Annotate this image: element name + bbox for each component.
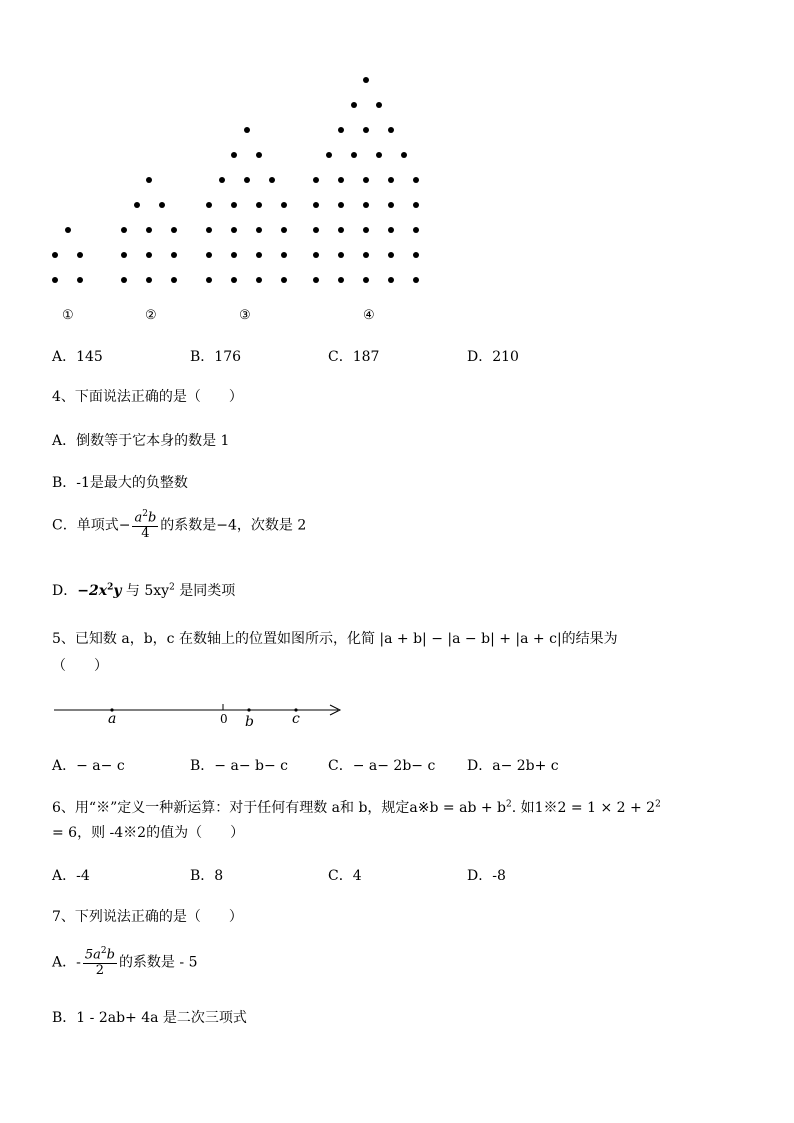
q7-a-prefix: A．- [52, 954, 81, 971]
pattern-dot [146, 252, 152, 258]
pattern-dot [146, 277, 152, 283]
q4-d-term1-sup: 2 [107, 582, 114, 593]
point-b [247, 708, 250, 711]
q4-option-d [52, 580, 235, 600]
pattern-dot [376, 102, 382, 108]
pattern-dot [388, 202, 394, 208]
q6-stem-line1 [52, 797, 661, 817]
q5-stem-line2: （ ） [52, 658, 108, 674]
pattern-dot [313, 252, 319, 258]
q5-choice-b: B．− a− b− c [190, 758, 288, 774]
q4-c-prefix: C．单项式 [52, 517, 119, 534]
q6-choice-d: D．-8 [467, 868, 506, 884]
pattern-dot [231, 152, 237, 158]
q7-a-fraction [83, 947, 117, 978]
pattern-dot [256, 277, 262, 283]
pattern-dot [363, 227, 369, 233]
label-a: a [108, 711, 117, 727]
pattern-dot [363, 252, 369, 258]
pattern-dot [413, 227, 419, 233]
pattern-dot [244, 127, 250, 133]
q4-c-den: 4 [141, 525, 150, 541]
q7-a-den: 2 [95, 962, 105, 978]
pattern-dot [281, 252, 287, 258]
pattern-dot [269, 177, 275, 183]
pattern-dot [256, 202, 262, 208]
label-b: b [245, 714, 254, 730]
label-zero: 0 [220, 712, 228, 726]
pattern-dot [146, 227, 152, 233]
pattern-dot [281, 277, 287, 283]
q4-d-prefix: D． [52, 583, 78, 599]
pattern-dot [388, 127, 394, 133]
pattern-dot [206, 277, 212, 283]
pattern-dot [121, 277, 127, 283]
pattern-dot [413, 202, 419, 208]
pattern-dot [231, 202, 237, 208]
pattern-dot [401, 152, 407, 158]
q6-choice-c: C．4 [328, 868, 362, 884]
pattern-dot [338, 277, 344, 283]
q5-stem-line1: 5、已知数 a，b，c 在数轴上的位置如图所示，化简 |a + b| − |a − b| + |a + c|的结果为 [52, 631, 618, 647]
pattern-dot [388, 177, 394, 183]
pattern-dot [376, 152, 382, 158]
q6-stem-line2: = 6，则 -4※2的值为（ ） [52, 825, 245, 841]
pattern-dot [313, 227, 319, 233]
pattern-dot [256, 152, 262, 158]
pattern-dot [363, 277, 369, 283]
q7-a-num-b: b [106, 947, 115, 963]
figure-label-2: ② [145, 308, 157, 323]
q7-option-a [52, 947, 197, 978]
pattern-dot [388, 252, 394, 258]
pattern-dot [206, 202, 212, 208]
q6-stem-part1: 6、用“※”定义一种新运算：对于任何有理数 a和 b，规定a※b = ab + b [52, 800, 507, 816]
label-c: c [292, 711, 300, 727]
pattern-dot [413, 177, 419, 183]
pattern-dot [231, 252, 237, 258]
q6-choice-b: B．8 [190, 868, 224, 884]
pattern-dot [313, 202, 319, 208]
q3-choice-b: B．176 [190, 349, 242, 365]
q6-stem-sup1: 2 [506, 799, 512, 810]
pattern-dot [256, 227, 262, 233]
pattern-dot [244, 177, 250, 183]
q4-d-term1-y: y [113, 583, 122, 599]
number-line [52, 700, 352, 730]
pattern-dot [413, 277, 419, 283]
q4-c-fraction [132, 510, 158, 541]
pattern-dot [351, 152, 357, 158]
pattern-dot [338, 177, 344, 183]
q5-choice-d: D．a− 2b+ c [467, 758, 559, 774]
q6-stem-part2: . 如1※2 = 1 × 2 + 2 [511, 800, 656, 816]
figure-label-4: ④ [363, 308, 375, 323]
pattern-dot [171, 252, 177, 258]
pattern-dot [338, 252, 344, 258]
pattern-dot [313, 177, 319, 183]
q4-c-num-a: a [134, 510, 143, 526]
dot-pattern-figure [0, 0, 794, 335]
q5-choice-a: A．− a− c [52, 758, 125, 774]
pattern-dot [52, 252, 58, 258]
pattern-dot [121, 227, 127, 233]
q4-d-mid-sup: 2 [169, 582, 175, 593]
pattern-dot [77, 252, 83, 258]
q4-d-suffix: 是同类项 [174, 583, 236, 599]
pattern-dot [134, 202, 140, 208]
pattern-dot [363, 127, 369, 133]
pattern-dot [363, 77, 369, 83]
q4-c-minus: − [118, 517, 131, 534]
q4-c-suffix: 的系数是−4，次数是 2 [160, 517, 307, 534]
q6-stem-sup2: 2 [655, 799, 661, 810]
pattern-dot [281, 227, 287, 233]
q3-choice-d: D．210 [467, 349, 519, 365]
pattern-dot [206, 227, 212, 233]
q7-stem: 7、下列说法正确的是（ ） [52, 909, 243, 925]
q3-choice-a: A．145 [52, 349, 103, 365]
pattern-dot [77, 277, 83, 283]
pattern-dot [219, 177, 225, 183]
pattern-dot [388, 277, 394, 283]
pattern-dot [338, 127, 344, 133]
q4-option-b: B．-1是最大的负整数 [52, 475, 188, 491]
pattern-dot [65, 227, 71, 233]
q4-c-num-b: b [147, 510, 157, 526]
pattern-dot [171, 227, 177, 233]
pattern-dot [171, 277, 177, 283]
pattern-dot [388, 227, 394, 233]
q4-option-a: A．倒数等于它本身的数是 1 [52, 433, 230, 449]
q6-choice-a: A．-4 [52, 868, 90, 884]
pattern-dot [206, 252, 212, 258]
pattern-dot [159, 202, 165, 208]
q4-d-mid: 与 5xy [121, 583, 170, 599]
pattern-dot [52, 277, 58, 283]
q4-option-c [52, 510, 306, 541]
q4-c-num-sup: 2 [142, 509, 148, 519]
pattern-dot [121, 252, 127, 258]
pattern-dot [363, 202, 369, 208]
pattern-dot [363, 177, 369, 183]
pattern-dot [338, 202, 344, 208]
q4-d-term1: −2x [77, 583, 108, 599]
pattern-dot [231, 277, 237, 283]
pattern-dot [281, 202, 287, 208]
pattern-dot [351, 102, 357, 108]
q3-choice-c: C．187 [328, 349, 380, 365]
pattern-dot [313, 277, 319, 283]
pattern-dot [231, 227, 237, 233]
q7-option-b: B．1 - 2ab+ 4a 是二次三项式 [52, 1010, 247, 1026]
pattern-dot [146, 177, 152, 183]
pattern-dot [413, 252, 419, 258]
q7-a-num: 5a [84, 947, 101, 963]
figure-label-3: ③ [239, 308, 251, 323]
pattern-dot [256, 252, 262, 258]
q7-a-suffix: 的系数是 - 5 [118, 954, 198, 971]
figure-label-1: ① [62, 308, 74, 323]
pattern-dot [326, 152, 332, 158]
q5-choice-c: C．− a− 2b− c [328, 758, 436, 774]
pattern-dot [338, 227, 344, 233]
q4-stem: 4、下面说法正确的是（ ） [52, 389, 243, 405]
q7-a-num-sup: 2 [100, 946, 107, 956]
